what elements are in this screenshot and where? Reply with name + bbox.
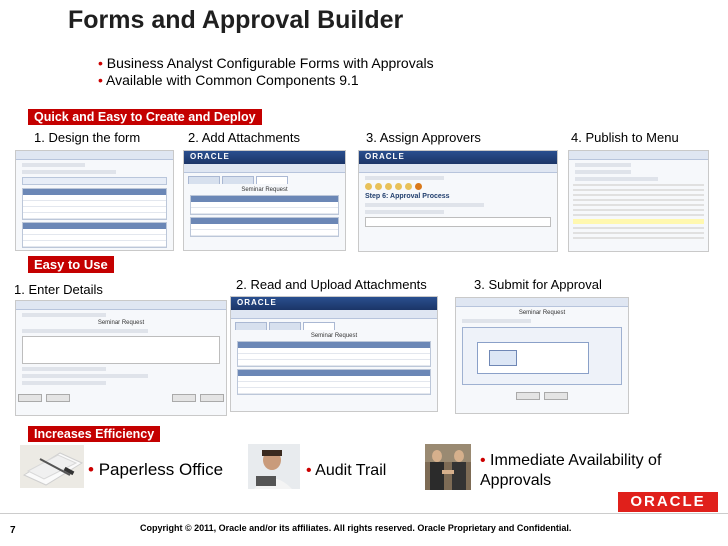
- seminar-request-heading: Seminar Request: [97, 320, 145, 326]
- create-step-2: 2. Add Attachments: [188, 130, 301, 145]
- bullet-dot-icon: •: [98, 55, 107, 71]
- oracle-logo: ORACLE: [618, 492, 718, 512]
- page-number: 7: [10, 525, 16, 536]
- intro-bullet: • Available with Common Components 9.1: [98, 72, 359, 88]
- approval-flow-panel: [462, 327, 622, 385]
- oracle-screen-logo: ORACLE: [365, 152, 405, 161]
- screenshot-upload-attachments: [230, 296, 438, 412]
- screenshot-publish-menu: [568, 150, 709, 252]
- paperwork-photo: [20, 445, 84, 488]
- handshake-photo: [425, 444, 471, 490]
- seminar-request-heading: Seminar Request: [518, 310, 566, 316]
- section-banner-use: Easy to Use: [28, 256, 114, 273]
- copyright-text: Copyright © 2011, Oracle and/or its affiliates. All rights reserved. Oracle Proprietary and Confidential.: [140, 523, 572, 533]
- wizard-steps: [365, 183, 551, 190]
- create-step-3: 3. Assign Approvers: [366, 130, 481, 145]
- footer-divider: [0, 513, 728, 514]
- create-step-4: 4. Publish to Menu: [571, 130, 679, 145]
- screenshot-design-form: [15, 150, 174, 251]
- use-step-3: 3. Submit for Approval: [474, 277, 602, 292]
- seminar-request-heading: Seminar Request: [241, 187, 288, 193]
- efficiency-bullet-1: • Paperless Office: [88, 460, 224, 479]
- screenshot-enter-details: [15, 300, 227, 416]
- use-step-1: 1. Enter Details: [14, 282, 103, 297]
- audit-photo: [248, 444, 300, 489]
- screenshot-submit-approval: [455, 297, 629, 414]
- bullet-dot-icon: •: [98, 72, 107, 88]
- efficiency-bullet-3: • Immediate Availability of Approvals: [480, 452, 662, 489]
- step-title: Step 6: Approval Process: [365, 193, 450, 200]
- seminar-request-heading: Seminar Request: [310, 333, 358, 339]
- oracle-screen-logo: ORACLE: [190, 152, 230, 161]
- screenshot-add-attachments: [183, 150, 346, 251]
- screenshot-assign-approvers: [358, 150, 558, 252]
- efficiency-bullet-2: • Audit Trail: [306, 462, 387, 479]
- intro-bullet: • Business Analyst Configurable Forms with Approvals: [98, 55, 434, 71]
- page-title: Forms and Approval Builder: [68, 6, 404, 34]
- create-step-1: 1. Design the form: [34, 130, 141, 145]
- oracle-screen-logo: ORACLE: [237, 298, 277, 307]
- intro-bullets: [98, 55, 434, 89]
- use-step-2: 2. Read and Upload Attachments: [236, 277, 427, 292]
- section-banner-create: Quick and Easy to Create and Deploy: [28, 109, 262, 125]
- section-banner-efficiency: Increases Efficiency: [28, 426, 160, 442]
